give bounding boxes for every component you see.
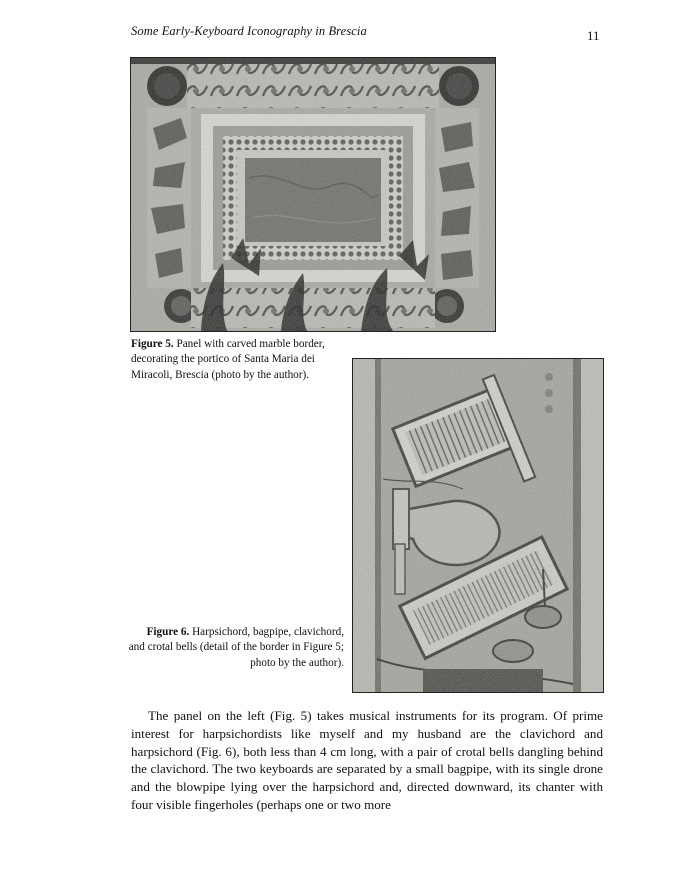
running-title: Some Early-Keyboard Iconography in Brescia bbox=[131, 24, 367, 38]
figure-5-caption-text: Panel with carved marble border, decorating the portico of Santa Maria dei Miracoli, Brescia (photo by the author). bbox=[131, 338, 325, 381]
figure-6-caption bbox=[128, 625, 344, 671]
figure-5-caption bbox=[131, 337, 331, 383]
body-text bbox=[131, 707, 603, 814]
figure-6-photo bbox=[352, 358, 604, 693]
body-paragraph: The panel on the left (Fig. 5) takes musical instruments for its program. Of prime interest for harpsichordists like myself and my husband are the clavichord and harpsichord (Fig. 6), both less than 4 cm long, with a pair of crotal bells dangling behind the clavichord. The two keyboards are separated by a small bagpipe, with its single drone and the blowpipe lying over the harpsichord and, directed downward, its chanter with four visible fingerholes (perhaps one or two more bbox=[131, 708, 603, 812]
figure-6-caption-text: Harpsichord, bagpipe, clavichord, and crotal bells (detail of the border in Figure 5; photo by the author). bbox=[128, 626, 344, 669]
page-number: 11 bbox=[587, 28, 600, 43]
figure-5-label: Figure 5. bbox=[131, 338, 174, 350]
figure-6-label: Figure 6. bbox=[146, 626, 190, 638]
figure-5-photo bbox=[130, 57, 496, 332]
